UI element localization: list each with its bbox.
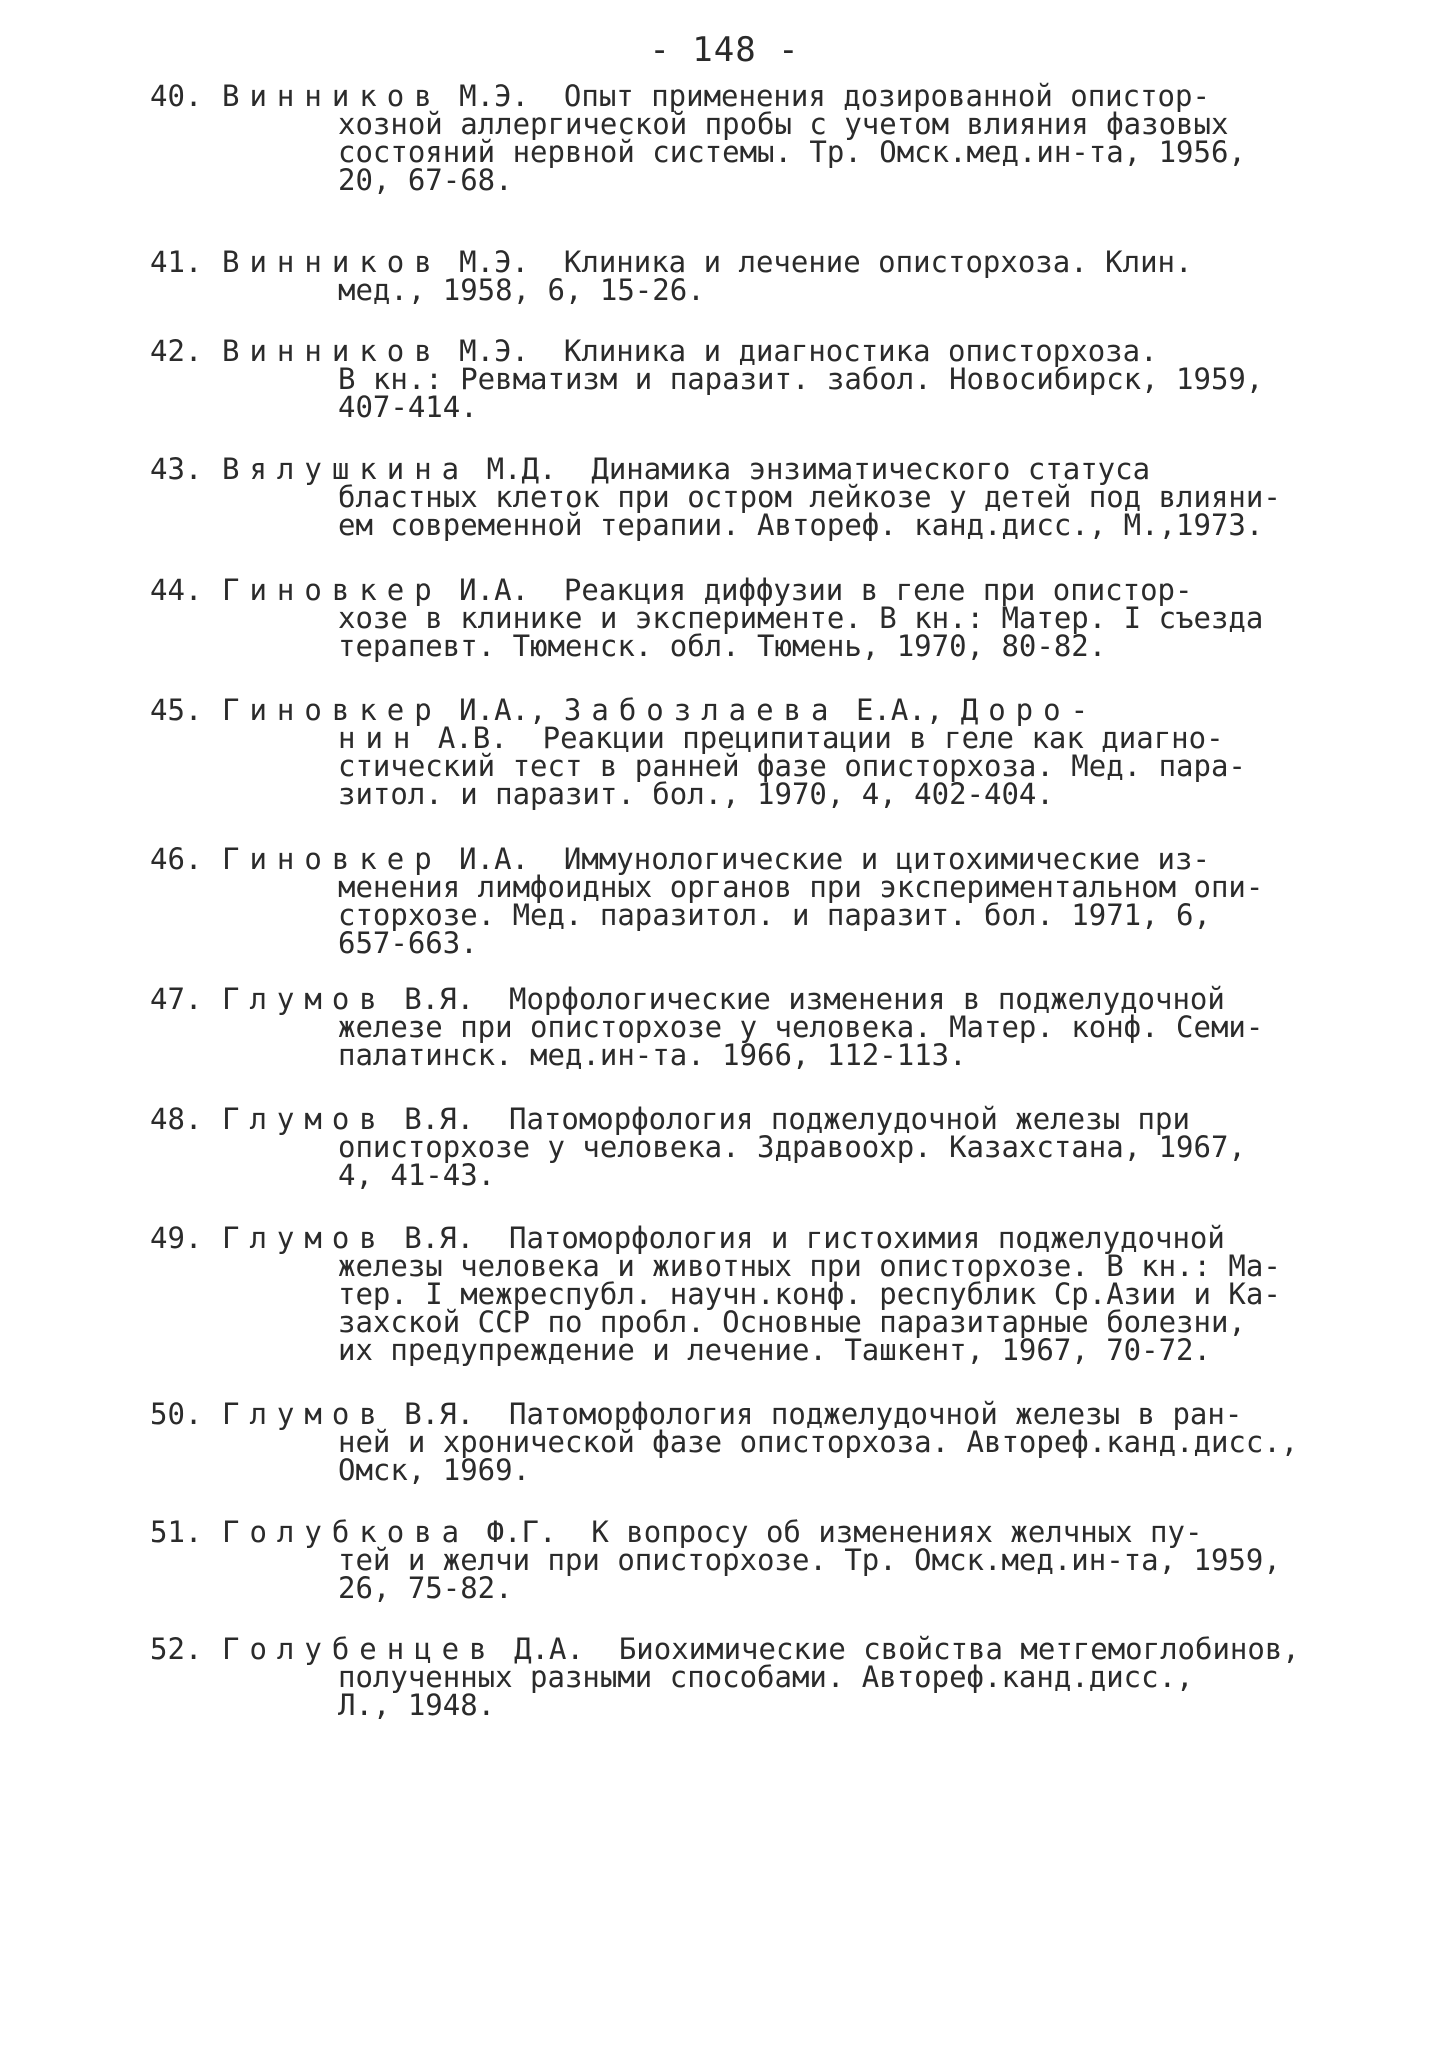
- bibliography-entry: 42. Винников М.Э. Клиника и диагностика описторхоза. В кн.: Ревматизм и паразит. забол. Новосибирск, 1959, 407-414.: [150, 334, 1264, 424]
- entry-number: 52.: [150, 1632, 203, 1666]
- entry-number: 44.: [150, 573, 203, 607]
- entry-number: 49.: [150, 1221, 203, 1255]
- entry-author: Глумов: [222, 982, 387, 1016]
- entry-number: 41.: [150, 245, 203, 279]
- entry-number: 45.: [150, 693, 203, 727]
- entry-number: 50.: [150, 1397, 203, 1431]
- entry-author: Гиновкер: [222, 693, 442, 727]
- entry-number: 40.: [150, 79, 203, 113]
- bibliography-entry: 52. Голубенцев Д.А. Биохимические свойства метгемоглобинов, полученных разными способами. Автореф.канд.дисс., Л., 1948.: [150, 1632, 1300, 1722]
- bibliography-entry: 49. Глумов В.Я. Патоморфология и гистохимия поджелудочной железы человека и животных при описторхозе. В кн.: Ма- тер. I межреспубл. научн.конф. республик Ср.Азии и Ка- захской ССР по пробл. Основные паразитарные болезни, их предупреждение и лечение. Ташкент, 1967, 70-72.: [150, 1221, 1281, 1367]
- entry-author: Вялушкина: [222, 452, 470, 486]
- entry-author: Глумов: [222, 1102, 387, 1136]
- entry-author: Винников: [222, 79, 442, 113]
- bibliography-entry: 50. Глумов В.Я. Патоморфология поджелудочной железы в ран- ней и хронической фазе описторхоза. Автореф.канд.дисс., Омск, 1969.: [150, 1397, 1299, 1487]
- entry-author: Винников: [222, 334, 442, 368]
- entry-author: Гиновкер: [222, 842, 442, 876]
- entry-number: 42.: [150, 334, 203, 368]
- entry-author: Глумов: [222, 1397, 387, 1431]
- entry-author: Голубенцев: [222, 1632, 497, 1666]
- bibliography-entry: 48. Глумов В.Я. Патоморфология поджелудочной железы при описторхозе у человека. Здравоохр. Казахстана, 1967, 4, 41-43.: [150, 1102, 1246, 1192]
- bibliography-entry: 51. Голубкова Ф.Г. К вопросу об изменениях желчных пу- тей и желчи при описторхозе. Тр. Омск.мед.ин-та, 1959, 26, 75-82.: [150, 1515, 1281, 1605]
- entry-number: 47.: [150, 982, 203, 1016]
- page-number: - 148 -: [649, 30, 800, 70]
- entry-number: 46.: [150, 842, 203, 876]
- bibliography-entry: 41. Винников М.Э. Клиника и лечение описторхоза. Клин. мед., 1958, 6, 15-26.: [150, 245, 1193, 307]
- entry-number: 51.: [150, 1515, 203, 1549]
- bibliography-entry: 46. Гиновкер И.А. Иммунологические и цитохимические из- менения лимфоидных органов при экспериментальном опи- сторхозе. Мед. паразитол. и паразит. бол. 1971, 6, 657-663.: [150, 842, 1264, 960]
- bibliography-entry: 47. Глумов В.Я. Морфологические изменения в поджелудочной железе при описторхозе у человека. Матер. конф. Семи- палатинск. мед.ин-та. 1966, 112-113.: [150, 982, 1264, 1072]
- bibliography-entry: 43. Вялушкина М.Д. Динамика энзиматического статуса бластных клеток при остром лейкозе у детей под влияни- ем современной терапии. Автореф. канд.дисс., М.,1973.: [150, 452, 1281, 542]
- bibliography-entry: 40. Винников М.Э. Опыт применения дозированной опистор- хозной аллергической пробы с учетом влияния фазовых состояний нервной системы. Тр. Омск.мед.ин-та, 1956, 20, 67-68.: [150, 79, 1246, 197]
- entry-author: Гиновкер: [222, 573, 442, 607]
- entry-author: Глумов: [222, 1221, 387, 1255]
- bibliography-entry: 45. Гиновкер И.А., Забозлаева Е.А., Доро- нин А.В. Реакции преципитации в геле как диагно- стический тест в ранней фазе описторхоза. Мед. пара- зитол. и паразит. бол., 1970, 4, 402-404.: [150, 693, 1246, 811]
- bibliography-entry: 44. Гиновкер И.А. Реакция диффузии в геле при опистор- хозе в клинике и эксперименте. В кн.: Матер. I съезда терапевт. Тюменск. обл. Тюмень, 1970, 80-82.: [150, 573, 1264, 663]
- entry-number: 48.: [150, 1102, 203, 1136]
- entry-author: Голубкова: [222, 1515, 470, 1549]
- entry-author: Винников: [222, 245, 442, 279]
- entry-number: 43.: [150, 452, 203, 486]
